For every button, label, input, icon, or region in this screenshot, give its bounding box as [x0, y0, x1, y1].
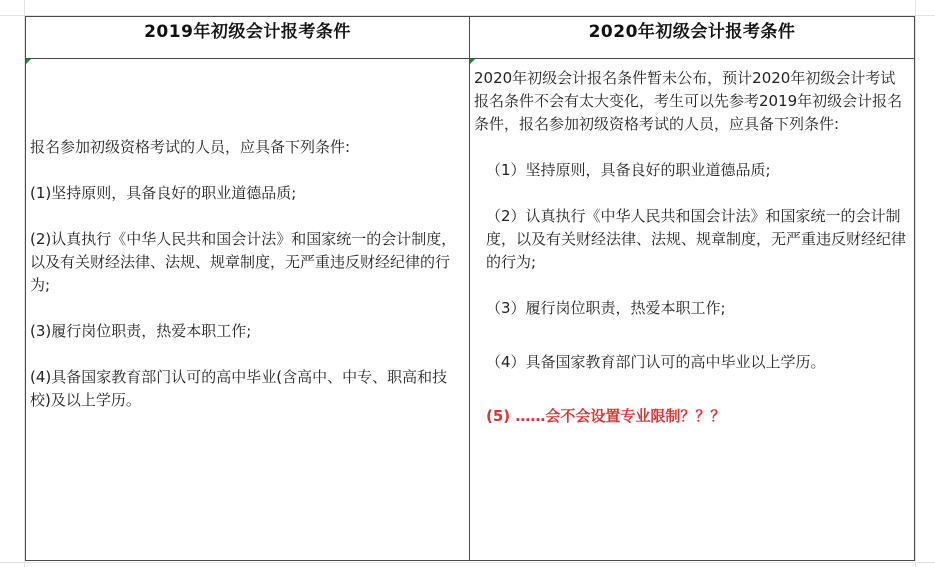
left-content: [26, 59, 469, 412]
right-item-3: （3）履行岗位职责，热爱本职工作;: [486, 299, 726, 317]
left-item-3: (3)履行岗位职责，热爱本职工作;: [30, 322, 252, 340]
comparison-table: [25, 16, 915, 561]
left-item-2: (2)认真执行《中华人民共和国会计法》和国家统一的会计制度，以及有关财经法律、法规、规章制度，无严重违反财经纪律的行为;: [30, 230, 457, 294]
header-row: [26, 17, 915, 59]
gridline: [915, 0, 916, 567]
right-item-4: （4）具备国家教育部门认可的高中毕业以上学历。: [486, 353, 826, 371]
right-highlight-question: (5) ……会不会设置专业限制？？？: [486, 407, 726, 425]
cell-comment-indicator: [470, 59, 475, 64]
right-intro: 2020年初级会计报名条件暂未公布，预计2020年初级会计考试报名条件不会有太大变化，考生可以先参考2019年初级会计报名条件，报名参加初级资格考试的人员，应具备下列条件:: [474, 69, 903, 133]
cell-2019-conditions[interactable]: [26, 59, 470, 561]
header-2020[interactable]: 2020年初级会计报考条件: [470, 17, 915, 59]
right-content: [470, 59, 914, 428]
right-item-2: （2）认真执行《中华人民共和国会计法》和国家统一的会计制度，以及有关财经法律、法规、规章制度，无严重违反财经纪律的行为;: [486, 207, 907, 271]
left-intro: 报名参加初级资格考试的人员，应具备下列条件:: [30, 138, 351, 156]
gridline: [0, 562, 935, 563]
right-item-1: （1）坚持原则，具备良好的职业道德品质;: [486, 161, 771, 179]
cell-2020-conditions[interactable]: [470, 59, 915, 561]
left-item-4: (4)具备国家教育部门认可的高中毕业(含高中、中专、职高和技校)及以上学历。: [30, 368, 448, 409]
header-2019[interactable]: 2019年初级会计报考条件: [26, 17, 470, 59]
left-item-1: (1)坚持原则，具备良好的职业道德品质;: [30, 184, 297, 202]
cell-comment-indicator: [26, 59, 31, 64]
content-row: [26, 59, 915, 561]
